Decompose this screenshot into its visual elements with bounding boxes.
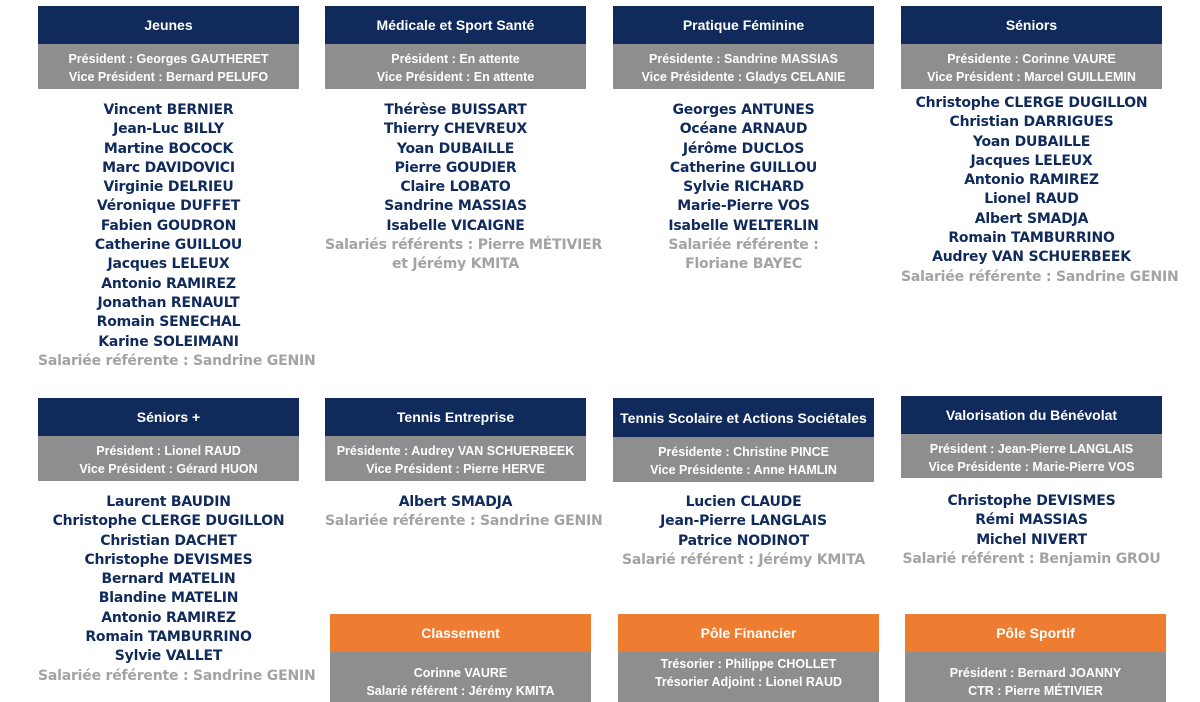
member-name: Christophe DEVISMES — [947, 493, 1116, 509]
officer-line: Président : Bernard JOANNY — [949, 666, 1122, 680]
member-name: Jacques LELEUX — [107, 256, 230, 273]
staff-referent: Salarié référent : Jérémy KMITA — [621, 551, 866, 568]
member-name: Catherine GUILLOU — [669, 159, 818, 176]
member-name: Thérèse BUISSART — [384, 102, 527, 118]
card-officers — [330, 652, 591, 702]
member-list — [901, 492, 1162, 569]
card-officers — [905, 652, 1166, 702]
card-officers — [901, 44, 1162, 89]
card-title: Classement — [330, 614, 591, 652]
member-name: Romain SENECHAL — [96, 314, 241, 331]
committee-card-seniors-plus — [38, 398, 316, 686]
card-officers — [613, 437, 874, 482]
member-name: Jonathan RENAULT — [97, 294, 240, 311]
staff-referent: Floriane BAYEC — [685, 256, 802, 273]
card-title: Tennis Entreprise — [325, 398, 586, 436]
member-list — [38, 493, 316, 686]
officer-line: Vice Présidente : Gladys CELANIE — [641, 69, 846, 84]
member-name: Virginie DELRIEU — [103, 179, 234, 196]
member-name: Jérôme DUCLOS — [682, 140, 805, 157]
committee-card-jeunes — [38, 6, 316, 371]
member-name: Albert SMADJA — [398, 494, 513, 510]
officer-line: Vice Présidente : Marie-Pierre VOS — [928, 459, 1135, 474]
staff-referent: Salariée référente : — [668, 237, 819, 254]
member-name: Romain TAMBURRINO — [948, 230, 1115, 247]
member-list — [613, 101, 874, 275]
committee-card-pratique-feminine — [613, 6, 874, 275]
card-title: Médicale et Sport Santé — [325, 6, 586, 44]
member-name: Sylvie VALLET — [114, 648, 223, 665]
member-name: Christian DACHET — [100, 532, 237, 549]
officer-line: Corinne VAURE — [413, 666, 508, 680]
officer-line: Président : Georges GAUTHERET — [68, 52, 269, 66]
officer-line: Vice Président : Bernard PELUFO — [68, 69, 269, 84]
officer-line: Présidente : Audrey VAN SCHUERBEEK — [336, 444, 575, 458]
member-name: Vincent BERNIER — [103, 102, 234, 118]
member-name: Claire LOBATO — [400, 179, 511, 196]
officer-line: Trésorier Adjoint : Lionel RAUD — [654, 674, 843, 689]
member-name: Véronique DUFFET — [96, 198, 241, 215]
member-name: Georges ANTUNES — [672, 102, 815, 118]
officer-line: Vice Président : Pierre HERVE — [366, 461, 545, 476]
officer-line: Vice Président : Gérard HUON — [79, 461, 258, 476]
officer-line: Salarié référent : Jérémy KMITA — [366, 683, 555, 698]
card-officers — [38, 436, 299, 481]
member-name: Lionel RAUD — [984, 191, 1079, 208]
member-name: Martine BOCOCK — [103, 140, 234, 157]
member-list — [325, 493, 603, 532]
member-name: Thierry CHEVREUX — [383, 121, 528, 138]
officer-line: Président : Lionel RAUD — [96, 444, 241, 458]
member-name: Bernard MATELIN — [101, 571, 236, 588]
member-name: Jean-Luc BILLY — [113, 121, 224, 138]
staff-referent: Salariés référents : Pierre MÉTIVIER — [325, 237, 603, 254]
member-name: Isabelle VICAIGNE — [386, 217, 525, 234]
member-name: Christophe DEVISMES — [84, 551, 253, 568]
card-title: Valorisation du Bénévolat — [901, 396, 1162, 434]
member-name: Antonio RAMIREZ — [964, 172, 1099, 189]
officer-line: Présidente : Christine PINCE — [658, 445, 829, 459]
officer-line: Vice Président : En attente — [376, 69, 535, 84]
member-name: Jacques LELEUX — [970, 152, 1093, 169]
member-name: Antonio RAMIREZ — [101, 275, 236, 292]
member-name: Karine SOLEIMANI — [98, 333, 239, 350]
committee-card-tennis-scolaire — [613, 398, 874, 570]
member-name: Yoan DUBAILLE — [972, 133, 1091, 150]
member-name: Sylvie RICHARD — [683, 179, 804, 196]
committee-card-valorisation-benevolat — [901, 396, 1162, 569]
card-title: Pratique Féminine — [613, 6, 874, 44]
card-title: Jeunes — [38, 6, 299, 44]
member-name: Sandrine MASSIAS — [384, 198, 527, 215]
member-name: Patrice NODINOT — [677, 532, 809, 549]
member-list — [325, 101, 603, 275]
officer-line: Président : En attente — [391, 52, 520, 66]
officer-line: Présidente : Sandrine MASSIAS — [649, 52, 838, 66]
card-title: Pôle Financier — [618, 614, 879, 652]
officer-line: CTR : Pierre MÉTIVIER — [968, 683, 1103, 698]
officer-line: Président : Jean-Pierre LANGLAIS — [929, 442, 1134, 456]
member-name: Fabien GOUDRON — [100, 217, 237, 234]
member-name: Antonio RAMIREZ — [101, 609, 236, 626]
card-officers — [613, 44, 874, 89]
member-list — [901, 94, 1179, 287]
staff-referent: Salariée référente : Sandrine GENIN — [38, 352, 316, 369]
member-name: Marie-Pierre VOS — [677, 198, 810, 215]
officer-line: Vice Président : Marcel GUILLEMIN — [927, 69, 1136, 84]
member-name: Romain TAMBURRINO — [85, 629, 252, 646]
card-officers — [618, 652, 879, 702]
member-name: Lucien CLAUDE — [685, 494, 802, 510]
staff-referent: et Jérémy KMITA — [391, 256, 520, 273]
card-title: Tennis Scolaire et Actions Sociétales — [613, 398, 874, 437]
member-name: Isabelle WELTERLIN — [668, 217, 819, 234]
member-name: Rémi MASSIAS — [975, 512, 1088, 529]
card-title: Séniors — [901, 6, 1162, 44]
officer-line: Présidente : Corinne VAURE — [947, 52, 1116, 66]
staff-referent: Salariée référente : Sandrine GENIN — [38, 667, 316, 684]
member-name: Marc DAVIDOVICI — [102, 159, 235, 176]
card-title: Séniors + — [38, 398, 299, 436]
officer-line: Vice Présidente : Anne HAMLIN — [650, 462, 837, 477]
member-name: Yoan DUBAILLE — [396, 140, 515, 157]
staff-referent: Salarié référent : Benjamin GROU — [902, 550, 1161, 567]
member-name: Jean-Pierre LANGLAIS — [660, 513, 827, 530]
staff-referent: Salariée référente : Sandrine GENIN — [325, 513, 603, 530]
committee-card-seniors — [901, 6, 1179, 287]
member-name: Christian DARRIGUES — [949, 114, 1114, 131]
member-name: Océane ARNAUD — [679, 121, 808, 138]
member-name: Audrey VAN SCHUERBEEK — [932, 249, 1131, 266]
member-name: Pierre GOUDIER — [394, 159, 517, 176]
member-name: Michel NIVERT — [976, 531, 1087, 548]
committee-card-medicale — [325, 6, 603, 275]
officer-line: Trésorier : Philippe CHOLLET — [660, 657, 837, 671]
card-officers — [325, 44, 586, 89]
member-name: Christophe CLERGE DUGILLON — [915, 95, 1148, 111]
member-name: Laurent BAUDIN — [106, 494, 231, 510]
member-name: Albert SMADJA — [974, 210, 1089, 227]
card-title: Pôle Sportif — [905, 614, 1166, 652]
member-name: Blandine MATELIN — [98, 590, 239, 607]
card-officers — [901, 434, 1162, 478]
member-name: Christophe CLERGE DUGILLON — [52, 513, 285, 530]
card-officers — [325, 436, 586, 481]
committee-card-tennis-entreprise — [325, 398, 603, 532]
staff-referent: Salariée référente : Sandrine GENIN — [901, 268, 1179, 285]
member-list — [38, 101, 316, 371]
member-name: Catherine GUILLOU — [94, 237, 243, 254]
member-list — [613, 493, 874, 570]
card-officers — [38, 44, 299, 89]
